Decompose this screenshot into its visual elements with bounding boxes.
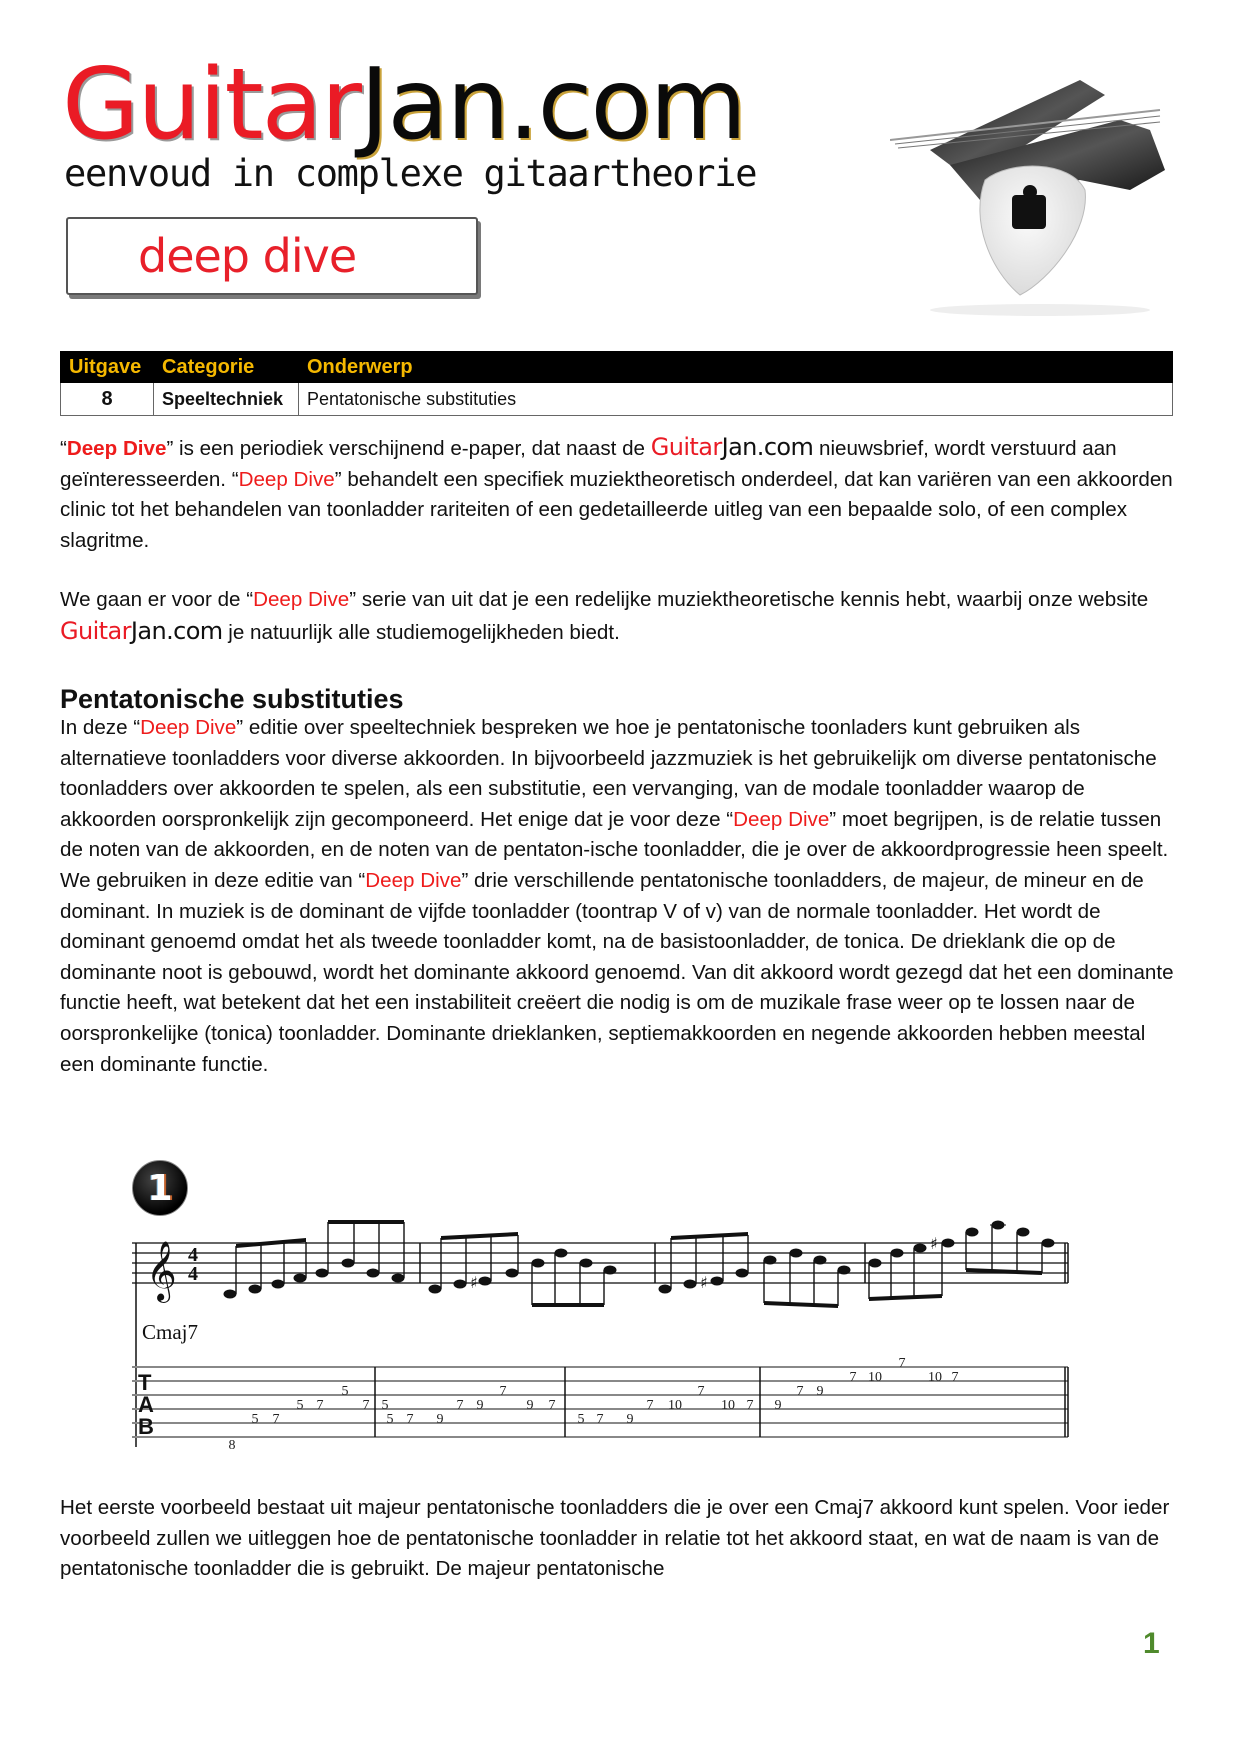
cell-categorie: Speeltechniek — [154, 383, 299, 416]
svg-text:5: 5 — [341, 1384, 349, 1399]
issue-info-table — [60, 351, 1173, 416]
svg-text:7: 7 — [697, 1384, 705, 1399]
header-uitgave: Uitgave — [61, 352, 154, 383]
intro-paragraph-2: We gaan er voor de “Deep Dive” serie van uit dat je een redelijke muziektheoretische kennis hebt, waarbij onze website GuitarJan.com je natuurlijk alle studiemogelijkheden biedt. — [60, 588, 1149, 645]
svg-text:T: T — [138, 1370, 152, 1395]
section-title: Pentatonische substituties — [60, 684, 404, 714]
svg-text:9: 9 — [436, 1412, 444, 1427]
svg-text:10: 10 — [928, 1370, 942, 1385]
section-paragraph: In deze “Deep Dive” editie over speeltechniek bespreken we hoe je pentatonische toonladers kunt gebruiken als alternatieve toonladders voor diverse akkoorden. In bijvoorbeeld jazzmuziek is het gebruikelijk om diverse pentatonische toonladders over akkoorden te spelen, als een substitutie, een vervanging, van de modale toonladder waarop de akkoorden oorspronkelijk zijn gecomponeerd. Het enige dat je voor deze “Deep Dive” moet begrijpen, is de relatie tussen de noten van de akkoorden, en de noten van de pentaton-ische toonladder, die je over de akkoordprogressie heen speelt. We gebruiken in deze editie van “Deep Dive” drie verschillende pentatonische toonladders, de majeur, de mineur en de dominant. In muziek is de dominant de vijfde toonladder (toontrap V of v) van de normale toonladder. Het wordt de dominant genoemd omdat het als tweede toonladder komt, na de basistoonladder, de tonica. De drieklank die op de dominante noot is gebouwd, wordt het dominante akkoord genoemd. Van dit akkoord wordt gezegd dat het een dominante functie heeft, wat betekent dat het een instabiliteit creëert die nodig is om de muzikale frase weer op te lossen naar de oorspronkelijke (tonica) toonladder. Dominante drieklanken, septiemakkoorden en negende akkoorden hebben meestal een dominante functie. — [60, 716, 1174, 1076]
svg-text:7: 7 — [898, 1356, 906, 1371]
svg-text:7: 7 — [548, 1398, 556, 1413]
header-onderwerp: Onderwerp — [299, 352, 1173, 383]
inline-logo: GuitarJan.com — [60, 616, 223, 645]
svg-text:♯: ♯ — [470, 1273, 478, 1292]
svg-text:B: B — [138, 1414, 154, 1439]
svg-text:9: 9 — [476, 1398, 484, 1413]
svg-text:7: 7 — [456, 1398, 464, 1413]
svg-text:♯: ♯ — [930, 1234, 938, 1253]
inline-logo: GuitarJan.com — [650, 433, 814, 461]
deep-dive-label: deep dive — [138, 229, 357, 283]
deep-dive-brand: Deep Dive — [66, 437, 167, 460]
svg-text:7: 7 — [796, 1384, 804, 1399]
cell-uitgave: 8 — [61, 383, 154, 416]
svg-text:♯: ♯ — [700, 1273, 708, 1292]
deep-dive-badge — [66, 217, 478, 295]
svg-text:5: 5 — [251, 1412, 259, 1427]
cell-onderwerp: Pentatonische substituties — [299, 383, 1173, 416]
svg-text:5: 5 — [386, 1412, 394, 1427]
svg-text:9: 9 — [774, 1398, 782, 1413]
svg-text:5: 5 — [381, 1398, 389, 1413]
guitar-pick-illustration-icon — [890, 60, 1190, 330]
svg-text:5: 5 — [577, 1412, 585, 1427]
svg-text:4: 4 — [188, 1244, 198, 1266]
svg-text:10: 10 — [668, 1398, 682, 1413]
svg-text:7: 7 — [849, 1370, 857, 1385]
svg-text:4: 4 — [188, 1263, 198, 1285]
logo-wordmark — [62, 48, 745, 162]
svg-text:7: 7 — [951, 1370, 959, 1385]
svg-text:A: A — [138, 1392, 154, 1417]
svg-text:9: 9 — [816, 1384, 824, 1399]
table-row — [61, 383, 1173, 416]
logo-tagline: eenvoud in complexe gitaartheorie — [64, 152, 757, 195]
svg-text:7: 7 — [596, 1412, 604, 1427]
logo-jan-com: Jan.com — [359, 48, 745, 162]
deep-dive-brand: Deep Dive — [253, 588, 350, 611]
svg-text:9: 9 — [626, 1412, 634, 1427]
staff-and-tab — [120, 1150, 1080, 1460]
explanation-paragraph: Het eerste voorbeeld bestaat uit majeur pentatonische toonladders die je over een Cmaj7 akkoord kunt spelen. Voor ieder voorbeeld zullen we uitleggen hoe de pentatonische toonladder in relatie tot het akkoord staat, en wat de naam is van de pentatonische toonladder die is gebruikt. De majeur pentatonische — [60, 1496, 1170, 1581]
logo-guitar: Guitar — [62, 48, 360, 162]
svg-text:7: 7 — [499, 1384, 507, 1399]
example-number-badge: 1 — [132, 1160, 188, 1216]
music-notation-example — [120, 1150, 1080, 1460]
svg-text:10: 10 — [868, 1370, 882, 1385]
page-number: 1 — [1143, 1627, 1160, 1660]
svg-text:10: 10 — [721, 1398, 735, 1413]
deep-dive-brand: Deep Dive — [238, 467, 335, 491]
svg-text:7: 7 — [316, 1398, 324, 1413]
svg-text:8: 8 — [228, 1438, 236, 1453]
chord-symbol: Cmaj7 — [142, 1320, 198, 1344]
tab-fret-numbers — [229, 1356, 959, 1453]
intro-paragraph-1: “Deep Dive” is een periodiek verschijnend e-paper, dat naast de GuitarJan.com nieuwsbrief, wordt verstuurd aan geïnteresseerden. “Deep Dive” behandelt een specifiek muziektheoretisch onderdeel, dat kan variëren van een akkoorden clinic tot het behandelen van toonladder rariteiten of een gedetailleerde uitleg van een bepaalde solo, of een complex slagritme. — [60, 433, 1173, 552]
treble-clef-icon: 𝄞 — [146, 1241, 177, 1301]
svg-text:7: 7 — [646, 1398, 654, 1413]
svg-text:9: 9 — [526, 1398, 534, 1413]
staff-lines — [132, 1243, 1068, 1283]
svg-text:7: 7 — [362, 1398, 370, 1413]
svg-text:7: 7 — [406, 1412, 414, 1427]
svg-text:7: 7 — [746, 1398, 754, 1413]
header-categorie: Categorie — [154, 352, 299, 383]
svg-text:7: 7 — [272, 1412, 280, 1427]
svg-text:5: 5 — [296, 1398, 304, 1413]
